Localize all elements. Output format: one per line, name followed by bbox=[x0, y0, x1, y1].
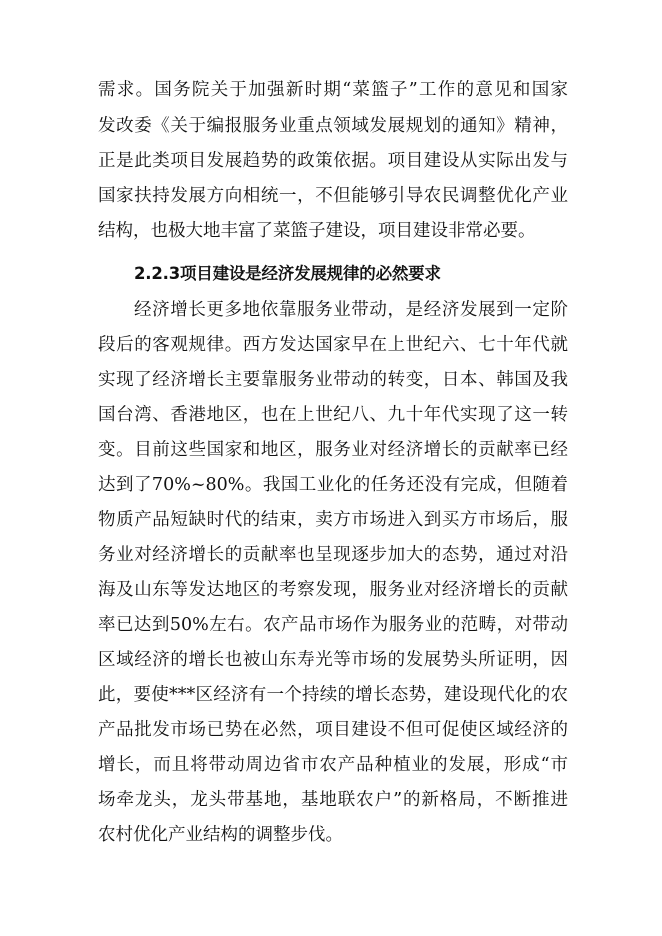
paragraph-2-line-12: 此，要使***区经济有一个持续的增长态势，建设现代化的农 bbox=[98, 685, 568, 705]
paragraph-2-line-14: 增长，而且将带动周边省市农产品种植业的发展，形成“市 bbox=[98, 755, 568, 775]
paragraph-2-line-16: 农村优化产业结构的调整步伐。 bbox=[98, 825, 343, 845]
paragraph-2-line-5: 变。目前这些国家和地区，服务业对经济增长的贡献率已经 bbox=[98, 440, 568, 460]
paragraph-1-line-3: 正是此类项目发展趋势的政策依据。项目建设从实际出发与 bbox=[98, 151, 568, 171]
paragraph-1-line-5: 结构，也极大地丰富了菜篮子建设，项目建设非常必要。 bbox=[98, 221, 536, 241]
paragraph-1-line-4: 国家扶持发展方向相统一，不但能够引导农民调整优化产业 bbox=[98, 186, 568, 206]
paragraph-1-line-1: 需求。国务院关于加强新时期“菜篮子”工作的意见和国家 bbox=[98, 80, 568, 100]
paragraph-2-line-7: 物质产品短缺时代的结束，卖方市场进入到买方市场后，服 bbox=[98, 510, 568, 530]
paragraph-1-line-2: 发改委《关于编报服务业重点领域发展规划的通知》精神， bbox=[98, 116, 568, 136]
paragraph-2-line-15: 场牵龙头，龙头带基地，基地联农户”的新格局，不断推进 bbox=[98, 790, 568, 810]
section-heading: 2.2.3项目建设是经济发展规律的必然要求 bbox=[134, 264, 441, 283]
paragraph-2-line-2: 段后的客观规律。西方发达国家早在上世纪六、七十年代就 bbox=[98, 335, 568, 355]
paragraph-2-line-8: 务业对经济增长的贡献率也呈现逐步加大的态势，通过对沿 bbox=[98, 545, 568, 565]
paragraph-2-line-1: 经济增长更多地依靠服务业带动，是经济发展到一定阶 bbox=[134, 300, 568, 320]
paragraph-2-line-9: 海及山东等发达地区的考察发现，服务业对经济增长的贡献 bbox=[98, 580, 568, 600]
paragraph-2-line-13: 产品批发市场已势在必然，项目建设不但可促使区域经济的 bbox=[98, 720, 568, 740]
paragraph-2-line-4: 国台湾、香港地区，也在上世纪八、九十年代实现了这一转 bbox=[98, 405, 568, 425]
paragraph-2-line-10: 率已达到50%左右。农产品市场作为服务业的范畴，对带动 bbox=[98, 615, 568, 635]
paragraph-2-line-11: 区域经济的增长也被山东寿光等市场的发展势头所证明，因 bbox=[98, 650, 568, 670]
paragraph-2-line-6: 达到了70%~80%。我国工业化的任务还没有完成，但随着 bbox=[98, 475, 568, 495]
paragraph-2-line-3: 实现了经济增长主要靠服务业带动的转变，日本、韩国及我 bbox=[98, 370, 568, 390]
